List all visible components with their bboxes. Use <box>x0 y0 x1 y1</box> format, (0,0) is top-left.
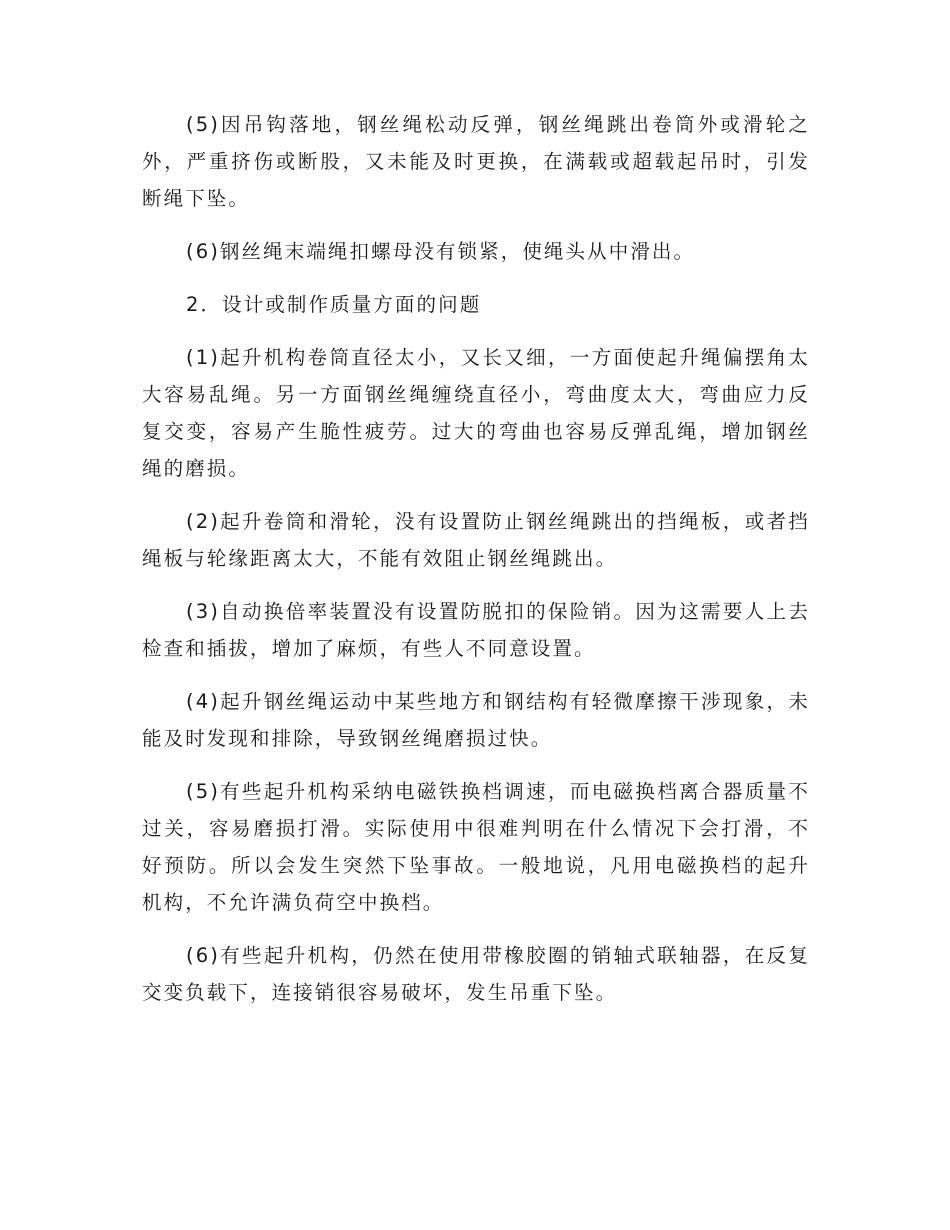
document-body <box>142 106 810 1027</box>
paragraph-item-6-coupling: (6)有些起升机构，仍然在使用带橡胶圈的销轴式联轴器，在反复交变负载下，连接销很容易破坏，发生吊重下坠。 <box>142 944 810 1004</box>
paragraph-item-4-friction: (4)起升钢丝绳运动中某些地方和钢结构有轻微摩擦干涉现象，未能及时发现和排除，导致钢丝绳磨损过快。 <box>142 690 810 750</box>
paragraph-item-1-drum-diameter: (1)起升机构卷筒直径太小，又长又细，一方面使起升绳偏摆角太大容易乱绳。另一方面钢丝绳缠绕直径小，弯曲度太大，弯曲应力反复交变，容易产生脆性疲劳。过大的弯曲也容易反弹乱绳，增加钢丝绳的磨损。 <box>142 346 810 480</box>
paragraph-item-5-electromagnetic-shift: (5)有些起升机构采纳电磁铁换档调速，而电磁换档离合器质量不过关，容易磨损打滑。实际使用中很难判明在什么情况下会打滑，不好预防。所以会发生突然下坠事故。一般地说，凡用电磁换档的起升机构，不允许满负荷空中换档。 <box>142 780 810 914</box>
paragraph-item-5-hook-landing: (5)因吊钩落地，钢丝绳松动反弹，钢丝绳跳出卷筒外或滑轮之外，严重挤伤或断股，又未能及时更换，在满载或超载起吊时，引发断绳下坠。 <box>142 113 810 210</box>
section-heading-design-quality: 2．设计或制作质量方面的问题 <box>186 293 482 316</box>
paragraph-item-2-rope-guard: (2)起升卷筒和滑轮，没有设置防止钢丝绳跳出的挡绳板，或者挡绳板与轮缘距离太大，不能有效阻止钢丝绳跳出。 <box>142 510 810 570</box>
paragraph-item-6-rope-end-nut: (6)钢丝绳末端绳扣螺母没有锁紧，使绳头从中滑出。 <box>186 240 696 263</box>
paragraph-item-3-safety-pin: (3)自动换倍率装置没有设置防脱扣的保险销。因为这需要人上去检查和插拔，增加了麻烦，有些人不同意设置。 <box>142 600 810 660</box>
